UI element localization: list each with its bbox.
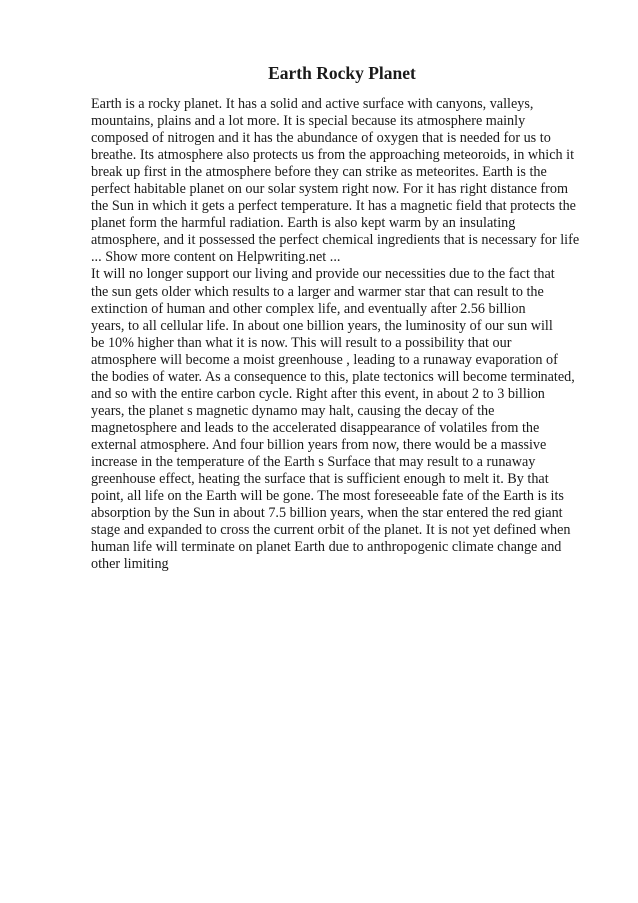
text-line: extinction of human and other complex life, and eventually after 2.56 billion [91, 300, 526, 317]
text-line: perfect habitable planet on our solar system right now. For it has right distance from [91, 181, 568, 198]
text-line: external atmosphere. And four billion years from now, there would be a massive [91, 436, 547, 453]
text-line: years, the planet s magnetic dynamo may halt, causing the decay of the [91, 402, 495, 419]
document-body [91, 96, 611, 573]
text-line: Earth is a rocky planet. It has a solid and active surface with canyons, valleys, [91, 96, 534, 112]
text-line: It will no longer support our living and provide our necessities due to the fact that [91, 266, 555, 283]
text-line: the Sun in which it gets a perfect temperature. It has a magnetic field that protects the [91, 198, 576, 215]
show-more-link[interactable]: ... Show more content on Helpwriting.net ... [91, 249, 341, 266]
document-title: Earth Rocky Planet [268, 63, 416, 83]
text-line: mountains, plains and a lot more. It is special because its atmosphere mainly [91, 113, 526, 130]
text-line: be 10% higher than what it is now. This will result to a possibility that our [91, 334, 512, 351]
text-line: atmosphere will become a moist greenhouse , leading to a runaway evaporation of [91, 351, 558, 368]
text-line: greenhouse effect, heating the surface that is sufficient enough to melt it. By that [91, 471, 549, 488]
text-line: absorption by the Sun in about 7.5 billion years, when the star entered the red giant [91, 505, 563, 522]
text-line: magnetosphere and leads to the accelerated disappearance of volatiles from the [91, 419, 540, 436]
text-line: composed of nitrogen and it has the abundance of oxygen that is needed for us to [91, 130, 551, 147]
text-line: human life will terminate on planet Earth due to anthropogenic climate change and [91, 539, 562, 556]
text-line: point, all life on the Earth will be gone. The most foreseeable fate of the Earth is its [91, 488, 564, 505]
text-line: other limiting [91, 556, 169, 573]
text-line: the sun gets older which results to a larger and warmer star that can result to the [91, 283, 544, 300]
text-line: break up first in the atmosphere before they can strike as meteorites. Earth is the [91, 164, 547, 181]
text-line: years, to all cellular life. In about one billion years, the luminosity of our sun will [91, 317, 553, 334]
text-line: atmosphere, and it possessed the perfect chemical ingredients that is necessary for life [91, 232, 580, 249]
text-line: stage and expanded to cross the current orbit of the planet. It is not yet defined when [91, 522, 571, 539]
text-line: and so with the entire carbon cycle. Right after this event, in about 2 to 3 billion [91, 385, 545, 402]
text-line: breathe. Its atmosphere also protects us from the approaching meteoroids, in which it [91, 147, 575, 164]
text-line: increase in the temperature of the Earth s Surface that may result to a runaway [91, 453, 536, 470]
text-line: the bodies of water. As a consequence to this, plate tectonics will become terminated, [91, 368, 575, 385]
text-line: planet form the harmful radiation. Earth is also kept warm by an insulating [91, 215, 516, 232]
